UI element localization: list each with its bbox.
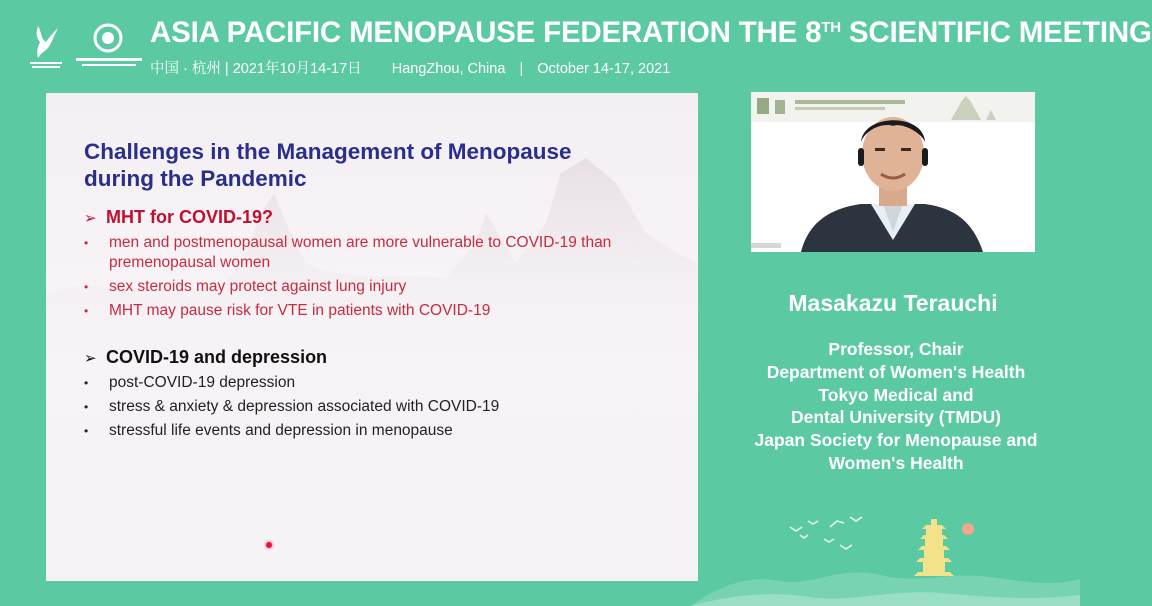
list-item: • stressful life events and depression in menopause [84,422,453,439]
arrow-bullet-icon: ➢ [84,350,97,367]
pagoda-icon [914,519,954,576]
list-item: • sex steroids may protect against lung injury [84,278,407,295]
affiliation-line: Women's Health [828,452,964,473]
list-item: • men and postmenopausal women are more vulnerable to COVID-19 than premenopausal women [84,234,612,271]
list-item: • post-COVID-19 depression [84,374,296,391]
laser-pointer-icon [266,542,272,548]
affiliation-line: Professor, Chair [828,339,964,359]
affiliation-line: Tokyo Medical and [818,384,974,405]
federation-logo-icon [26,22,64,70]
affiliation-line: Dental University (TMDU) [790,407,1002,428]
birds-icon [790,517,862,549]
list-item: • MHT may pause risk for VTE in patients with COVID-19 [84,302,491,319]
bullet-icon: • [84,236,89,250]
section-heading-depression: ➢ COVID-19 and depression [84,347,328,367]
speaker-affiliation [726,338,1066,475]
bullet-icon: • [84,280,89,294]
section-heading-mht: ➢ MHT for COVID-19? [84,207,274,227]
bullet-icon: • [84,424,89,438]
arrow-bullet-icon: ➢ [84,210,97,227]
bullet-icon: • [84,304,89,318]
sun-icon [962,523,974,535]
speaker-video [751,92,1035,252]
subtitle-city: HangZhou, China [391,61,506,77]
list-item: • stress & anxiety & depression associated with COVID-19 [84,398,500,415]
affiliation-line: Japan Society for Menopause and [754,430,1038,451]
presentation-slide [46,93,698,581]
slide-title: Challenges in the Management of Menopause during the Pandemic [84,139,572,191]
bullet-icon: • [84,400,89,414]
meeting-subtitle: 中国 · 杭州 | 2021年10月14-17日 HangZhou, China | October 14-17, 2021 [150,57,670,78]
speaker-name: Masakazu Terauchi [788,290,998,316]
subtitle-location-cn: 中国 · 杭州 | 2021年10月14-17日 [150,61,362,77]
meeting-title: ASIA PACIFIC MENOPAUSE FEDERATION THE 8TH SCIENTIFIC MEETING [150,16,1152,49]
affiliation-line: Department of Women's Health [766,361,1026,382]
subtitle-dates: October 14-17, 2021 [537,61,671,77]
bullet-icon: • [84,376,89,390]
decorative-landscape [690,505,1080,606]
chinese-society-logo-icon [74,22,144,70]
